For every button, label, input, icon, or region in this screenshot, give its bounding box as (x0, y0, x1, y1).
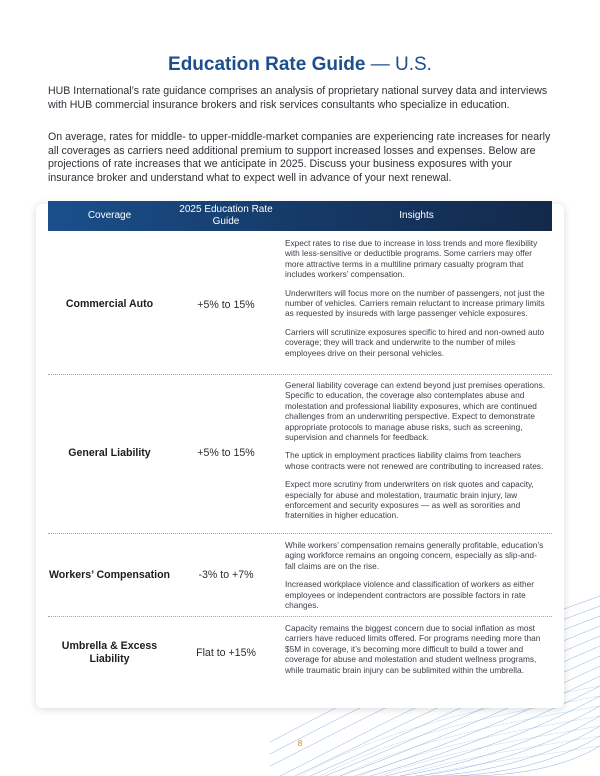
table-row (48, 623, 552, 683)
intro-paragraph-1: HUB International’s rate guidance comprises an analysis of proprietary national survey data and interviews with HUB commercial insurance brokers and risk services consultants who specialize in education. (48, 85, 548, 111)
row-divider (48, 374, 552, 375)
insights-cell (285, 380, 547, 529)
rate-cell: Flat to +15% (196, 647, 256, 659)
insight-text: The uptick in employment practices liability claims from teachers whose contracts were not renewed are contributing to increased rates. (285, 450, 544, 471)
coverage-cell: General Liability (68, 446, 151, 459)
insight-text: Underwriters will focus more on the number of passengers, not just the number of vehicles. Carriers remain reluctant to increase primary limits as requested by insureds with large passenger vehicle exposures. (285, 287, 545, 319)
row-divider (48, 616, 552, 617)
insight-text: Increased workplace violence and classification of workers as either employees or independent contractors are possible factors in rate changes. (285, 579, 535, 611)
header-rate: 2025 Education Rate Guide (179, 204, 273, 227)
insight-text: Carriers will scrutinize exposures specific to hired and non-owned auto coverage; they will track and underwrite to the number of miles employees drive on their personal vehicles. (285, 326, 545, 358)
coverage-cell: Umbrella & Excess Liability (61, 640, 158, 665)
rate-cell: -3% to +7% (198, 569, 254, 581)
rate-cell: +5% to 15% (197, 298, 255, 311)
title-region: — U.S. (365, 54, 432, 75)
insight-text: Expect more scrutiny from underwriters on risk quotes and capacity, especially for abuse and molestation, traumatic brain injury, law enforcement and security exposures — as well as sororities and fraternities in higher education. (285, 479, 534, 521)
title-main: Education Rate Guide (168, 54, 366, 75)
insights-cell (285, 623, 547, 683)
table-row (48, 540, 552, 610)
row-divider (48, 533, 552, 534)
insight-text: Expect rates to rise due to increase in loss trends and more flexibility with less-sensitive or deductible programs. Some carriers may offer more attractive terms in a multiline primary casualty program that includes workers’ compensation. (285, 238, 538, 280)
header-insights: Insights (399, 210, 434, 221)
table-row (48, 380, 552, 526)
intro-paragraph-2: On average, rates for middle- to upper-middle-market companies are experiencing rate increases for nearly all coverages as carriers need additional premium to support increased losses and expenses. Below are projections of rate increases that we anticipate in 2025. Discuss your business exposures with your insurance broker and understand what to expect well in advance of your next renewal. (48, 131, 551, 184)
coverage-cell: Workers’ Compensation (48, 568, 171, 581)
insight-text: Capacity remains the biggest concern due to social inflation as most carriers have reduced limits offered. For programs needing more than $5M in coverage, it’s becoming more difficult to build a tower and coverage for abuse and molestation and student wellness programs, while traumatic brain injury can be sublimited within the umbrella. (285, 623, 541, 675)
page-number: 8 (297, 739, 303, 748)
insight-text: General liability coverage can extend beyond just premises operations. Specific to education, the coverage also contemplates abuse and molestation and professional liability exposures, which are continued challenges from an underwriting perspective. Expect to demonstrate appropriate protocols to manage abuse risks, such as screening, supervision and channels for feedback. (285, 380, 546, 443)
table-row (48, 238, 552, 371)
page-title (0, 54, 600, 76)
header-coverage: Coverage (87, 210, 132, 221)
rate-cell: +5% to 15% (197, 447, 255, 459)
insights-cell (285, 238, 547, 366)
coverage-cell: Commercial Auto (65, 298, 154, 310)
insight-text: While workers’ compensation remains generally profitable, education’s aging workforce remains an ongoing concern, especially as slip-and-fall claims are on the rise. (285, 540, 544, 571)
table-header (48, 201, 552, 231)
insights-cell (285, 540, 547, 618)
